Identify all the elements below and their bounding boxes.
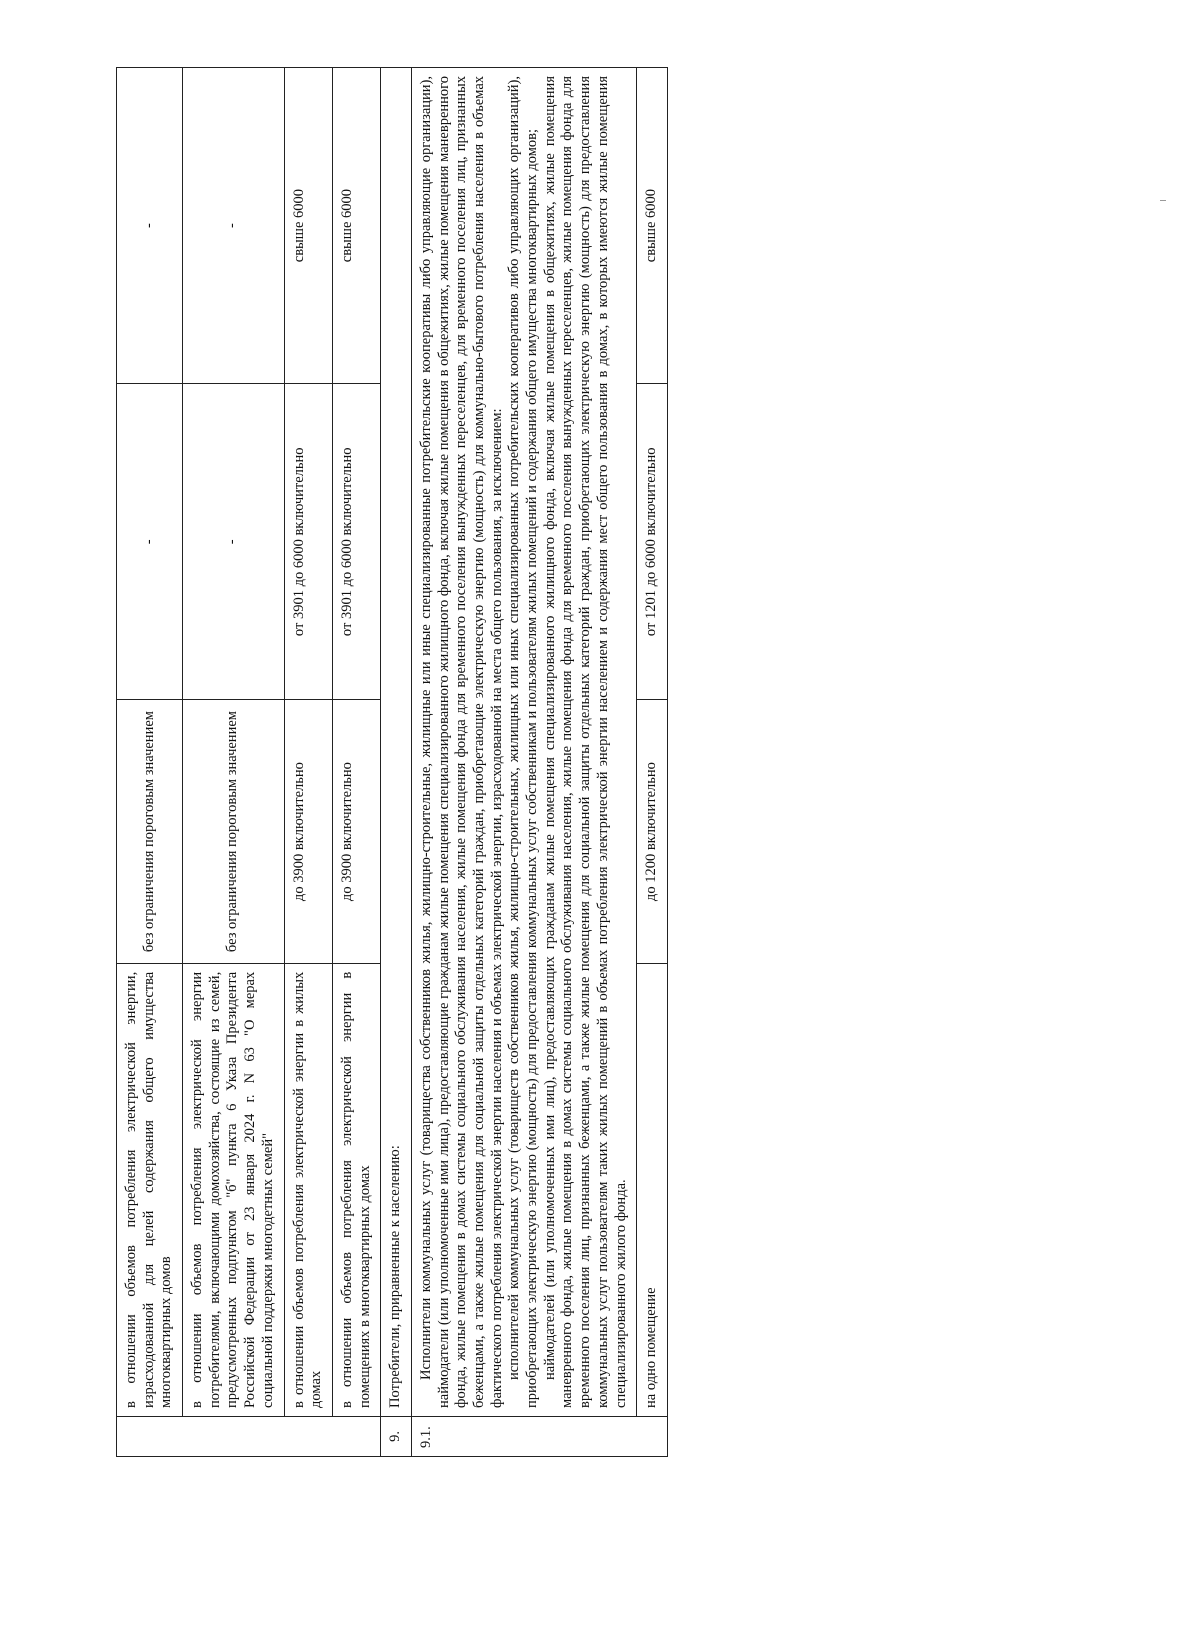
range-3-cell: - [117,68,183,384]
range-3-cell: свыше 6000 [637,68,668,384]
range-1-cell: без ограничения пороговым значением [117,700,183,963]
paragraph: Исполнители коммунальных услуг (товарищества собственников жилья, жилищно-строительные, жилищные или иные специализированные потребительские кооперативы либо управляющие организации), наймодатели (или уполномоченные ими лица), предоставляющие гражданам жилые помещения специализированного жилищного фонда, включая жилые помещения в общежитиях, жилые помещения маневренного фонда, жилые помещения в домах системы социального обслуживания населения, жилые помещения фонда для временного поселения вынужденных переселенцев, для временного поселения лиц, признанных беженцами, а также жилые помещения для социальной защиты отдельных категорий граждан, приобретающие электрическую энергию (мощность) для коммунально-бытового потребления населения в объемах фактического потребления электрической энергии населения и объемах электрической энергии, израсходованной на места общего пользования, за исключением: [417,76,505,1408]
section-9-row [381,68,412,1457]
row-description: на одно помещение [637,963,668,1416]
table-row [117,68,183,1457]
row-number-cell [117,1416,381,1456]
section-9-1-text [411,68,636,1417]
row-description: в отношении объемов потребления электрической энергии, израсходованной для целей содержания общего имущества многоквартирных домов [117,963,183,1416]
range-1-cell: до 3900 включительно [332,700,380,963]
section-9-1-number: 9.1. [411,1416,667,1456]
row-description: в отношении объемов потребления электрической энергии потребителями, включающими домохозяйства, состоящие из семей, предусмотренных подпунктом "б" пункта 6 Указа Президента Российской Федерации от 23 января 2024 г. N 63 "О мерах социальной поддержки многодетных семей" [183,963,284,1416]
table-row [637,68,668,1457]
range-2-cell: от 1201 до 6000 включительно [637,384,668,700]
row-description: в отношении объемов потребления электрической энергии в помещениях в многоквартирных домах [332,963,380,1416]
range-1-cell: без ограничения пороговым значением [183,700,284,963]
table-row [332,68,380,1457]
range-3-cell: свыше 6000 [332,68,380,384]
range-3-cell: свыше 6000 [284,68,332,384]
row-description: в отношении объемов потребления электрической энергии в жилых домах [284,963,332,1416]
range-2-cell: - [117,384,183,700]
range-2-cell: - [183,384,284,700]
section-9-title: Потребители, приравненные к населению: [381,68,412,1417]
tariff-table [116,67,668,1457]
table-row [284,68,332,1457]
section-9-1-row [411,68,636,1457]
section-9-number: 9. [381,1416,412,1456]
rotated-page [116,67,1046,1457]
range-1-cell: до 3900 включительно [284,700,332,963]
range-2-cell: от 3901 до 6000 включительно [332,384,380,700]
paragraph: исполнителей коммунальных услуг (товариществ собственников жилья, жилищно-строительных, жилищных или иных специализированных потребительских кооперативов либо управляющих организаций), приобретающих электрическую энергию (мощность) для предоставления коммунальных услуг собственникам и пользователям жилых помещений и содержания общего имущества многоквартирных домов; [506,76,541,1408]
range-3-cell: - [183,68,284,384]
scan-mark [1160,200,1166,201]
table-row [183,68,284,1457]
paragraph: наймодателей (или уполномоченных ими лиц), предоставляющих гражданам жилые помещения специализированного жилищного фонда, включая жилые помещения в общежитиях, жилые помещения маневренного фонда, жилые помещения в домах системы социального обслуживания населения, жилые помещения фонда для временного поселения вынужденных переселенцев, жилые помещения фонда для временного поселения лиц, признанных беженцами, а также жилые помещения для социальной защиты отдельных категорий граждан, приобретающих электрическую энергию (мощность) для предоставления коммунальных услуг пользователям таких жилых помещений в объемах потребления электрической энергии населением и содержания мест общего пользования в домах, в которых имеются жилые помещения специализированного жилого фонда. [541,76,629,1408]
range-1-cell: до 1200 включительно [637,700,668,963]
range-2-cell: от 3901 до 6000 включительно [284,384,332,700]
